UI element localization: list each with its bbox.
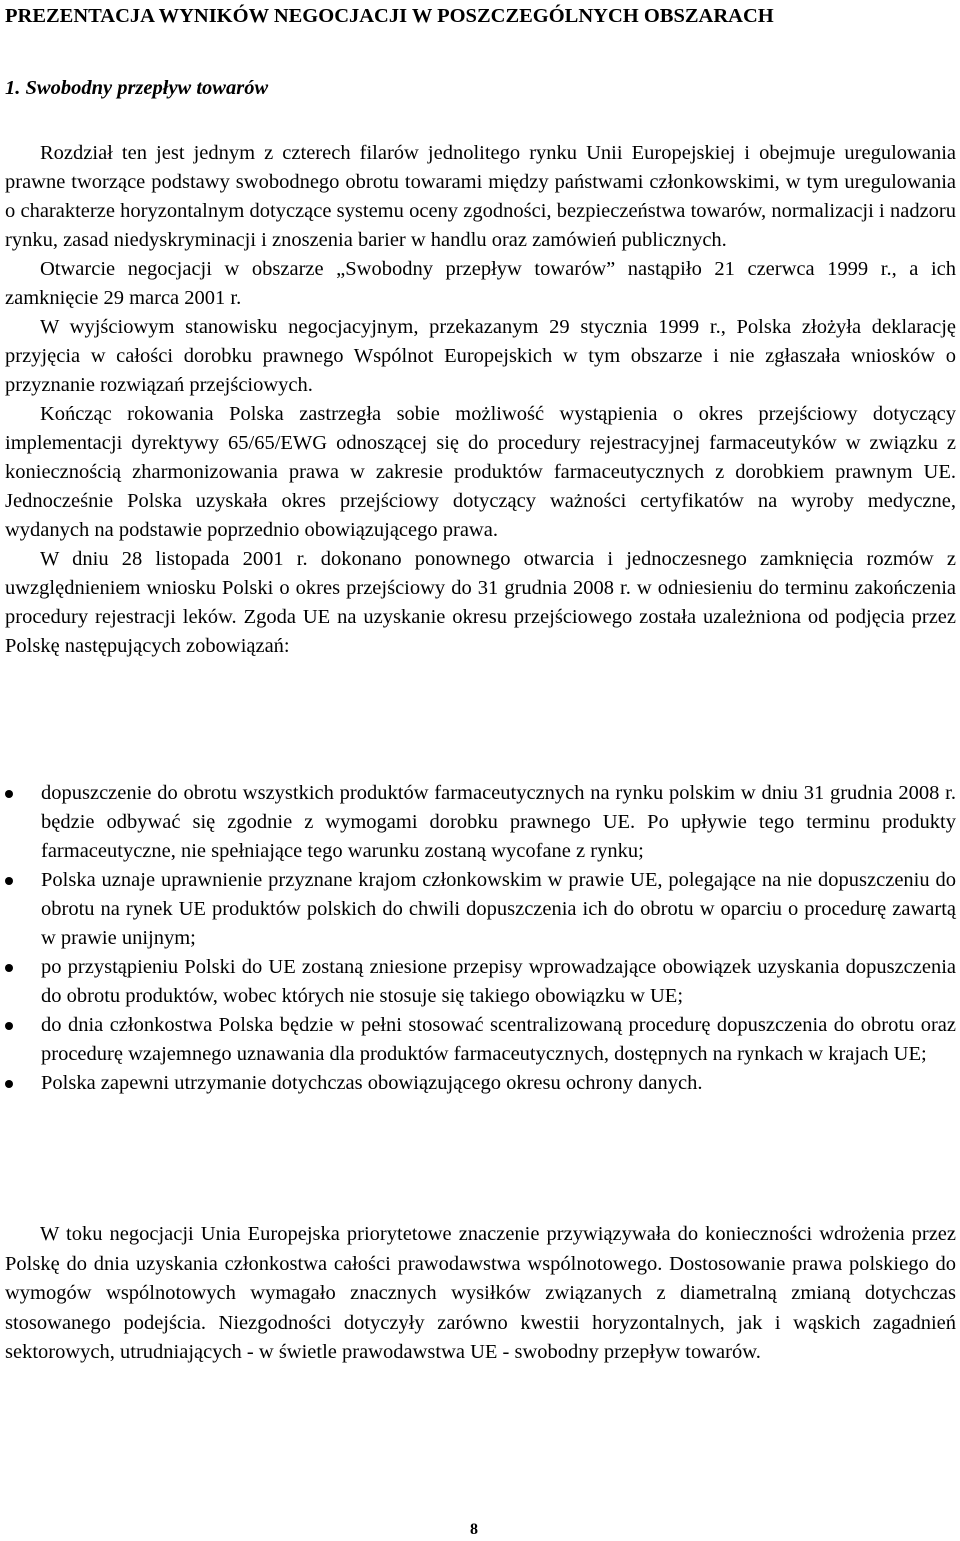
- list-item-text: Polska uznaje uprawnienie przyznane krajom członkowskim w prawie UE, polegające na nie dopuszczeniu do obrotu na rynek UE produktów polskich do chwili dopuszczenia ich do obrotu w oparciu o procedurę zawartą w prawie unijnym;: [41, 869, 956, 949]
- section-heading: 1. Swobodny przepływ towarów: [5, 77, 269, 99]
- list-item: [5, 953, 956, 1011]
- bullet-icon: [5, 1022, 13, 1030]
- list-item-text: po przystąpieniu Polski do UE zostaną zniesione przepisy wprowadzające obowiązek uzyskania dopuszczenia do obrotu produktów, wobec których nie stosuje się takiego obowiązku w UE;: [41, 956, 956, 1007]
- paragraph-reopening: W dniu 28 listopada 2001 r. dokonano ponownego otwarcia i jednoczesnego zamknięcia rozmów z uwzględnieniem wniosku Polski o okres przejściowy do 31 grudnia 2008 r. w odniesieniu do terminu zakończenia procedury rejestracji leków. Zgoda UE na uzyskanie okresu przejściowego została uzależniona od podjęcia przez Polskę następujących zobowiązań:: [5, 548, 956, 657]
- paragraph-transition-period: Kończąc rokowania Polska zastrzegła sobie możliwość wystąpienia o okres przejściowy dotyczący implementacji dyrektywy 65/65/EWG odnoszącej się do procedury rejestracyjnej farmaceutyków w związku z koniecznością zharmonizowania prawa w zakresie produktów farmaceutycznych z dorobkiem prawnym UE. Jednocześnie Polska uzyskała okres przejściowy dotyczący ważności certyfikatów na wyroby medyczne, wydanych na podstawie poprzednio obowiązującego prawa.: [5, 403, 956, 541]
- obligations-list: [5, 779, 956, 1098]
- list-item-text: Polska zapewni utrzymanie dotychczas obowiązującego okresu ochrony danych.: [41, 1072, 703, 1094]
- bullet-icon: [5, 1080, 13, 1088]
- list-item: [5, 1069, 956, 1098]
- document-title: PREZENTACJA WYNIKÓW NEGOCJACJI W POSZCZEGÓLNYCH OBSZARACH: [5, 5, 774, 27]
- list-item: [5, 779, 956, 866]
- paragraph-intro: Rozdział ten jest jednym z czterech filarów jednolitego rynku Unii Europejskiej i obejmuje uregulowania prawne tworzące podstawy swobodnego obrotu towarami między państwami członkowskimi, w tym uregulowania o charakterze horyzontalnym dotyczące systemu oceny zgodności, bezpieczeństwa towarów, normalizacji i nadzoru rynku, zasad niedyskryminacji i znoszenia barier w handlu oraz zamówień publicznych.: [5, 142, 956, 251]
- list-item-text: dopuszczenie do obrotu wszystkich produktów farmaceutycznych na rynku polskim w dniu 31 grudnia 2008 r. będzie odbywać się zgodnie z wymogami dorobku prawnego UE. Po upływie tego terminu produkty farmaceutyczne, nie spełniające tego warunku zostaną wycofane z rynku;: [41, 782, 956, 862]
- bullet-icon: [5, 790, 13, 798]
- bullet-icon: [5, 877, 13, 885]
- bullet-icon: [5, 964, 13, 972]
- page-number: 8: [470, 1521, 478, 1538]
- list-item-text: do dnia członkostwa Polska będzie w pełni stosować scentralizowaną procedurę dopuszczenia do obrotu oraz procedurę wzajemnego uznawania dla produktów farmaceutycznych, dostępnych na rynkach w krajach UE;: [41, 1014, 956, 1065]
- paragraph-negotiation-dates: Otwarcie negocjacji w obszarze „Swobodny przepływ towarów” nastąpiło 21 czerwca 1999 r., a ich zamknięcie 29 marca 2001 r.: [5, 258, 956, 309]
- paragraph-initial-position: W wyjściowym stanowisku negocjacyjnym, przekazanym 29 stycznia 1999 r., Polska złożyła deklarację przyjęcia w całości dorobku prawnego Wspólnot Europejskich w tym obszarze i nie zgłaszała wniosków o przyznanie rozwiązań przejściowych.: [5, 316, 956, 396]
- body-text: [5, 139, 956, 661]
- closing-paragraph: W toku negocjacji Unia Europejska priorytetowe znaczenie przywiązywała do konieczności wdrożenia przez Polskę do dnia uzyskania członkostwa całości prawodawstwa wspólnotowego. Dostosowanie prawa polskiego do wymogów wspólnotowych wymagało znacznych wysiłków związanych z diametralną zmianą dotychczas stosowanego podejścia. Niezgodności dotyczyły zarówno kwestii horyzontalnych, jak i wąskich zagadnień sektorowych, utrudniających - w świetle prawodawstwa UE - swobodny przepływ towarów.: [5, 1223, 956, 1363]
- list-item: [5, 1011, 956, 1069]
- list-item: [5, 866, 956, 953]
